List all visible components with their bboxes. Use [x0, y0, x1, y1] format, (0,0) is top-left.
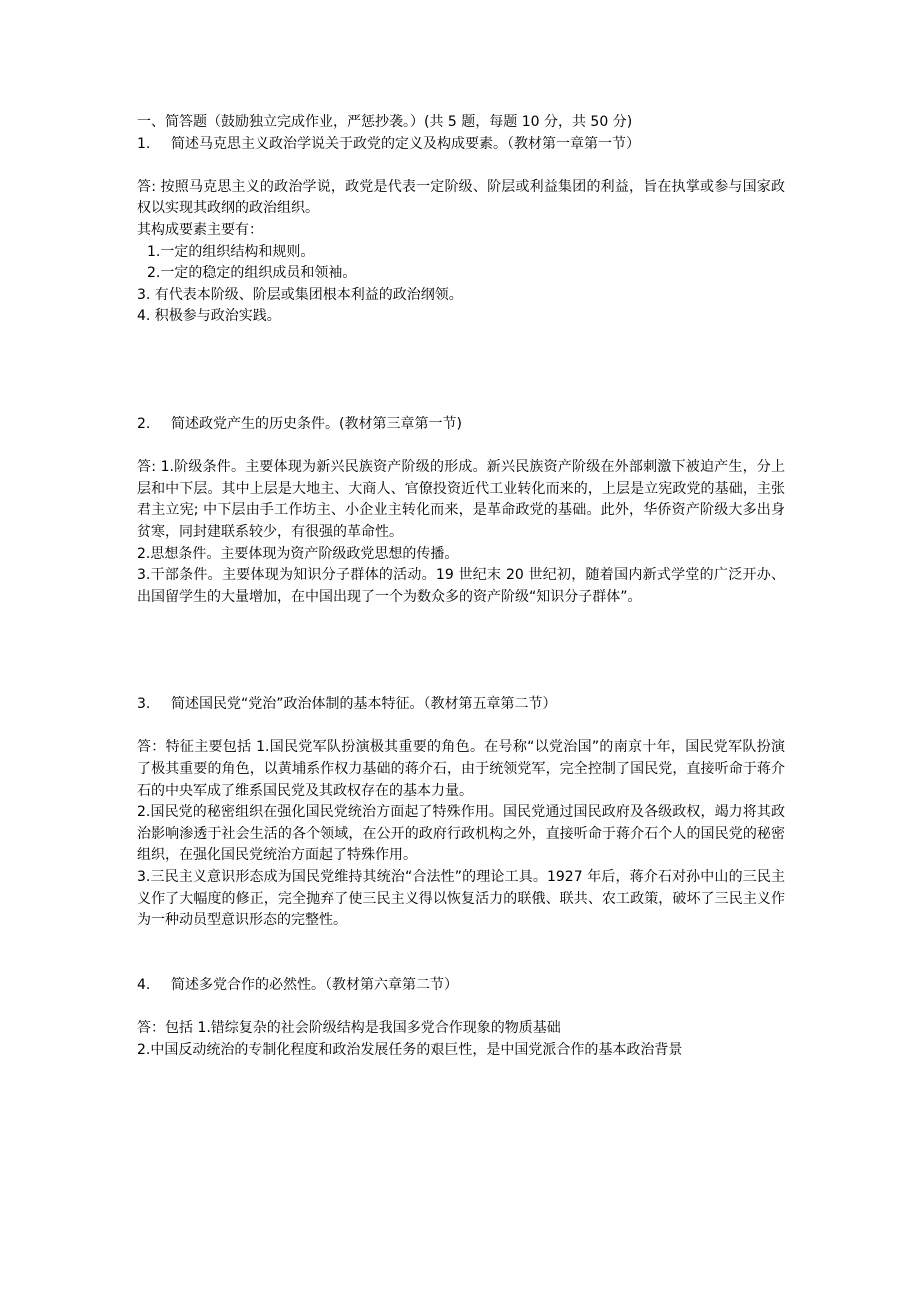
- question-prompt: [137, 975, 785, 997]
- question-3: [137, 694, 785, 932]
- answer-paragraph: 其构成要素主要有：: [137, 221, 263, 238]
- answer-list-item: 2.一定的稳定的组织成员和领袖。: [147, 265, 357, 282]
- spacer: [137, 716, 785, 738]
- question-text: 简述政党产生的历史条件。(教材第三章第一节): [171, 415, 462, 432]
- spacer: [137, 608, 785, 694]
- spacer: [137, 996, 785, 1018]
- spacer: [137, 328, 785, 414]
- question-number: 1.: [137, 135, 151, 152]
- answer-paragraph: 2.中国反动统治的专制化程度和政治发展任务的艰巨性，是中国党派合作的基本政治背景: [137, 1041, 683, 1058]
- section-title: 一、简答题（鼓励独立完成作业，严惩抄袭。）(共 5 题，每题 10 分，共 50 分): [137, 114, 633, 130]
- answer-paragraph: 3.干部条件。主要体现为知识分子群体的活动。19 世纪末 20 世纪初，随着国内新式学堂的广泛开办、出国留学生的大量增加，在中国出现了一个为数众多的资产阶级“知识分子群体”。: [137, 567, 785, 605]
- answer-paragraph: 答: 1.阶级条件。主要体现为新兴民族资产阶级的形成。新兴民族资产阶级在外部刺激下被迫产生，分上层和中下层。其中上层是大地主、大商人、官僚投资近代工业转化而来的，上层是立宪政党的基础，主张君主立宪; 中下层由手工作坊主、小企业主转化而来，是革命政党的基础。此外，华侨资产阶级大多出身贫寒，同封建联系较少，有很强的革命性。: [137, 459, 785, 540]
- answer-paragraph: 2.国民党的秘密组织在强化国民党统治方面起了特殊作用。国民党通过国民政府及各级政权，竭力将其政治影响渗透于社会生活的各个领域，在公开的政府行政机构之外，直接听命于蒋介石个人的国民党的秘密组织，在强化国民党统治方面起了特殊作用。: [137, 804, 785, 864]
- question-2: [137, 414, 785, 608]
- question-prompt: [137, 134, 785, 156]
- answer-list-item: 1.一定的组织结构和规则。: [147, 243, 315, 260]
- question-4: [137, 975, 785, 1061]
- spacer: [137, 932, 785, 975]
- answer-list-item: 3. 有代表本阶级、阶层或集团根本利益的政治纲领。: [137, 286, 463, 303]
- answer-paragraph: 2.思想条件。主要体现为资产阶级政党思想的传播。: [137, 545, 459, 562]
- answer-paragraph: 答：包括 1.错综复杂的社会阶级结构是我国多党合作现象的物质基础: [137, 1020, 561, 1036]
- answer-paragraph: 3.三民主义意识形态成为国民党维持其统治“合法性”的理论工具。1927 年后，蒋介石对孙中山的三民主义作了大幅度的修正，完全抛弃了使三民主义得以恢复活力的联俄、联共、农工政策，破坏了三民主义作为一种动员型意识形态的完整性。: [137, 869, 785, 929]
- question-prompt: [137, 414, 785, 436]
- question-prompt: [137, 694, 785, 716]
- answer-paragraph: 答: 按照马克思主义的政治学说，政党是代表一定阶级、阶层或利益集团的利益，旨在执掌或参与国家政权以实现其政纲的政治组织。: [137, 178, 785, 217]
- question-number: 4.: [137, 976, 151, 993]
- question-number: 3.: [137, 696, 151, 713]
- question-text: 简述国民党“党治”政治体制的基本特征。（教材第五章第二节）: [171, 696, 557, 713]
- answer-list-item: 4. 积极参与政治实践。: [137, 308, 281, 325]
- question-text: 简述马克思主义政治学说关于政党的定义及构成要素。（教材第一章第一节）: [171, 135, 640, 152]
- question-number: 2.: [137, 415, 151, 432]
- answer-paragraph: 答：特征主要包括 1.国民党军队扮演极其重要的角色。在号称“以党治国”的南京十年，国民党军队扮演了极其重要的角色，以黄埔系作权力基础的蒋介石，由于统领党军，完全控制了国民党，直接听命于蒋介石的中央军成了维系国民党及其政权存在的基本力量。: [137, 739, 785, 799]
- question-text: 简述多党合作的必然性。（教材第六章第二节）: [171, 976, 458, 993]
- spacer: [137, 436, 785, 458]
- spacer: [137, 155, 785, 177]
- question-1: [137, 134, 785, 328]
- document-page: [137, 112, 785, 1061]
